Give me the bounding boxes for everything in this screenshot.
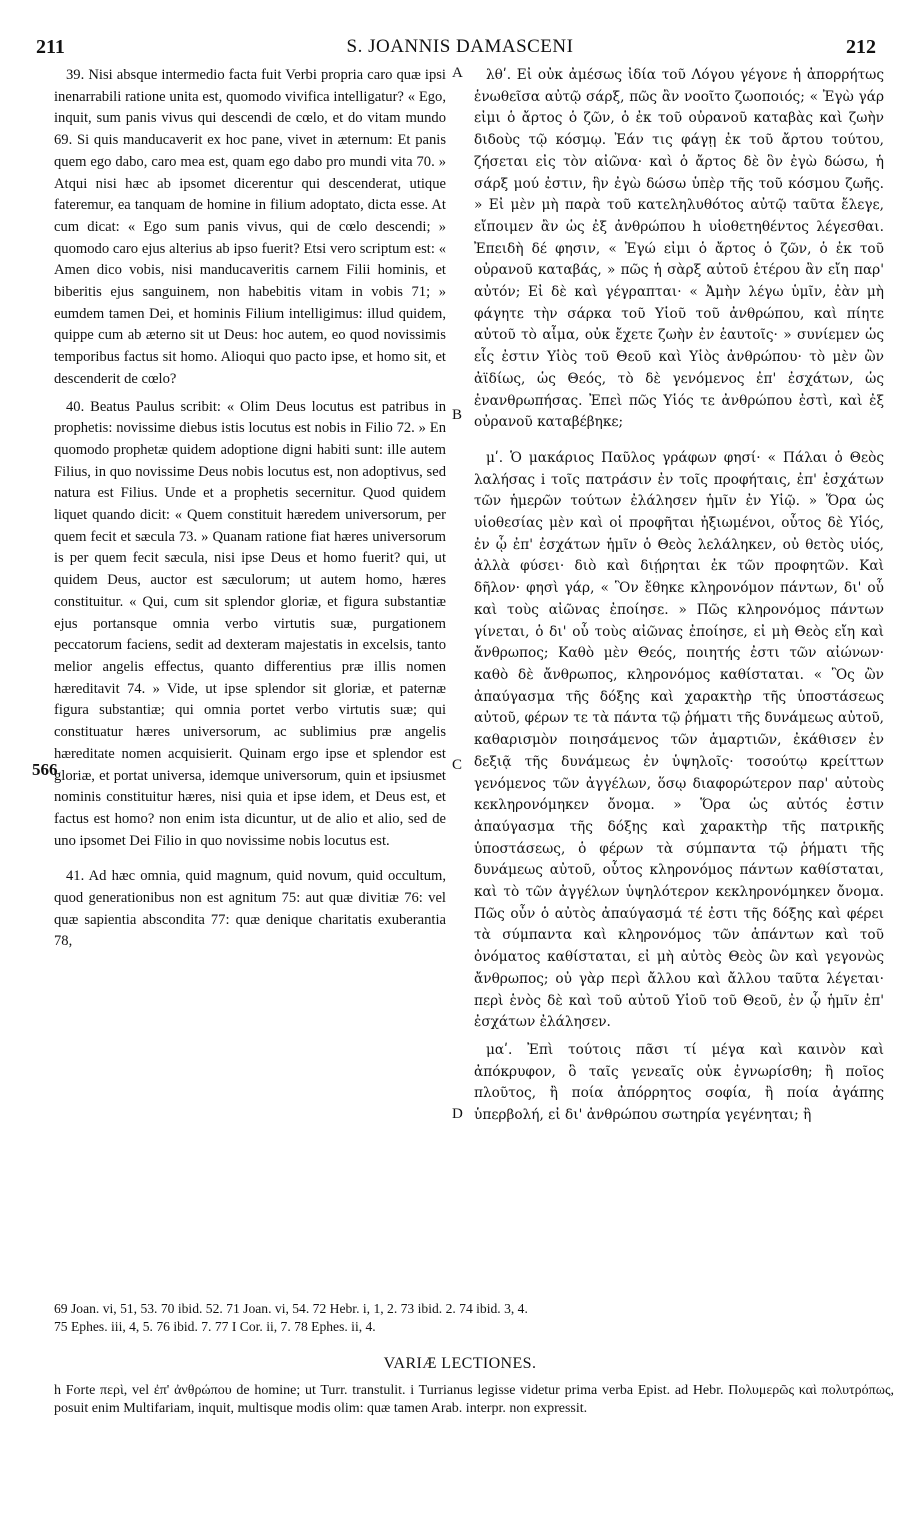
latin-paragraph-41: 41. Ad hæc omnia, quid magnum, quid novum, quid occultum, quod generationibus non est agnitum 75: aut quæ divitiæ 76: vel quæ sapientia abscondita 77: quæ denique charitatis exuberantia 78, (54, 868, 446, 950)
greek-paragraph-41: μαʹ. Ἐπὶ τούτοις πᾶσι τί μέγα καὶ καινὸν καὶ ἀπόκρυφον, ὃ ταῖς γενεαῖς οὐκ ἐγνωρίσθη; ἢ ποῖος πλοῦτος, ἢ ποία ἀπόρρητος σοφία, ἢ ποία ἀγάπης ὑπερβολή, εἰ δι' ἀνθρώπου σωτηρία γεγένηται; ἢ (474, 1041, 884, 1124)
margin-letter-c: C (452, 757, 463, 773)
margin-letter-b: B (452, 407, 463, 423)
running-title: S. JOANNIS DAMASCENI (346, 36, 574, 57)
margin-letter-d: D (452, 1106, 463, 1122)
greek-column (474, 65, 884, 1127)
migne-page-mark: 566 (32, 760, 58, 779)
margin-letter-a: A (452, 65, 463, 81)
footnotes-line-2: 75 Ephes. iii, 4, 5. 76 ibid. 7. 77 I Cor. ii, 7. 78 Ephes. ii, 4. (54, 1319, 376, 1334)
latin-column (54, 65, 446, 953)
latin-paragraph-40: 40. Beatus Paulus scribit: « Olim Deus locutus est patribus in prophetis: novissime diebus istis locutus est nobis in Filio 72. » En quomodo prophetæ quidem adoptione digni habiti sunt: ille autem Filius, in quo novissime Deus nobis locutus est, non adoptivus, sed natura est Filius. Unde et a prophetis secernitur. Quod quidem liquet quando dicit: « Quem constituit hæredem universorum, per quem fecit et sæcula 73. » Quanam ratione fiat hæres universorum is per quem fecit sæcula, nisi ipse Deus et homo fuerit? qui, ut quidem Deus, auctor est sæculorum; ut autem homo, hæres constituitur. « Qui, cum sit splendor gloriæ, et figura substantiæ ejus portansque omnia verbo virtutis suæ, purgationem peccatorum faciens, sedit ad dexteram majestatis in excelsis, tanto melior angelis effectus, quanto differentius præ illis nomen hæreditavit 74. » Vide, ut ipse splendor sit gloriæ, et paternæ figura substantiæ; qui omnia portet verbo virtutis suæ; qui constituatur hæres universorum, ac sublimius præ angelis hæreditate nomen acquisierit. Quinam ergo ipse et splendor est gloriæ, et portat universa, idemque universorum, quin et ipsiusmet nominis constituitur hæres, nisi quia et ipse idem, et Deus est, et factus est homo? non enim ista dicuntur, ut de alio et alio, sed de uno ipsomet Dei Filio in quo novissime nobis locutus est. (54, 398, 446, 849)
variae-lectiones-notes (54, 1382, 894, 1418)
latin-paragraph-39: 39. Nisi absque intermedio facta fuit Verbi propria caro quæ ipsi inenarrabili ratione unita est, quomodo vivifica intelligatur? « Ego, inquit, sum panis vivus qui descendi de cœlo, et do vitam mundo 69. Si quis manducaverit ex hoc pane, vivet in æternum: Et panis quem ego dabo, caro mea est, quam ego dabo pro mundi vita 70. » Atqui nisi hæc ab ipsomet dicerentur qui descenderat, utique fateremur, ea tanquam de homine in filium adoptato, dicta esse. At cum dicat: « Ego sum panis vivus, qui de cœlo descendi; » quomodo caro ejus alterius ab ipso fuerit? Etsi vero scriptum est: « Amen dico vobis, nisi manducaveritis carnem Filii hominis, et biberitis ejus sanguinem, non habebitis vitam in vobis 71; » eumdem tamen Dei, et hominis Filium intelligimus: illud quidem, quippe cum ab æterno sit ut Deus: hoc autem, eo quod novissimis temporibus factus sit homo. Alioqui quo pacto ipse, et homo sit, et descenderit de cœlo? (54, 67, 446, 387)
running-header (0, 36, 920, 66)
variae-lectiones-text: h Forte περὶ, vel ἐπ' ἀνθρώπου de homine; ut Turr. transtulit. i Turrianus legisse videtur prima verba Epist. ad Hebr. Πολυμερῶς καὶ πολυτρόπως, posuit enim Multifariam, inquit, multisque modis olim: quæ tamen Arab. interpr. non expressit. (54, 1383, 894, 1416)
greek-paragraph-39: λθʹ. Εἰ οὐκ ἀμέσως ἰδία τοῦ Λόγου γέγονε ἡ ἀπορρήτως ἑνωθεῖσα αὐτῷ σάρξ, πῶς ἂν νοοῖτο ζωοποιός; « Ἐγὼ γάρ εἰμι ὁ ἄρτος ὁ ζῶν, ὁ ἐκ τοῦ οὐρανοῦ καταβὰς καὶ ζωὴν διδοὺς τῷ κόσμῳ. Ἐάν τις φάγῃ ἐκ τοῦ ἄρτου τούτου, ζήσεται εἰς τὸν αἰῶνα· καὶ ὁ ἄρτος δὲ ὃν ἐγὼ δώσω, ἡ σάρξ μού ἐστιν, ἣν ἐγὼ δώσω ὑπὲρ τῆς τοῦ κόσμου ζωῆς. » Εἰ μὲν μὴ παρὰ τοῦ κατεληλυθότος αὐτῷ ταῦτα ἔλεγε, εἴποιμεν ἂν ὡς ἐξ ἀνθρώπου h υἱοθετηθέντος λέγεσθαι. Ἐπειδὴ δέ φησιν, « Ἐγώ εἰμι ὁ ἄρτος ὁ ζῶν, ὁ ἐκ τοῦ οὐρανοῦ καταβάς, » πῶς ἡ σὰρξ αὐτοῦ ἑτέρου ἂν εἴη παρ' αὐτόν; Εἰ δὲ καὶ γέγραπται· « Ἀμὴν λέγω ὑμῖν, ἐὰν μὴ φάγητε τὴν σάρκα τοῦ Υἱοῦ τοῦ ἀνθρώπου, καὶ πίητε αὐτοῦ τὸ αἷμα, οὐκ ἔχετε ζωὴν ἐν ἑαυτοῖς· » συνίεμεν ὡς εἷς ἐστιν Υἱὸς τοῦ Θεοῦ καὶ Υἱὸς ἀνθρώπου· τὸ μὲν ὢν ἀϊδίως, ὡς Θεός, τὸ δὲ γενόμενος ἐπ' ἐσχάτων, ὡς ἐνανθρωπήσας. Ἐπεὶ πῶς Υἱός τε ἀνθρώπου ἐστὶ, καὶ ἐξ οὐρανοῦ καταβέβηκε; (474, 67, 884, 431)
greek-paragraph-40: μʹ. Ὁ μακάριος Παῦλος γράφων φησί· « Πάλαι ὁ Θεὸς λαλήσας i τοῖς πατράσιν ἐν τοῖς προφήταις, ἐπ' ἐσχάτων τῶν ἡμερῶν τούτων ἐλάλησεν ἡμῖν ἐν Υἱῷ. » Ὅρα ὡς υἱοθεσίας μὲν καὶ οἱ προφῆται ἠξιωμένοι, οὗτος δὲ Υἱός, ἐν ᾧ ἐπ' ἐσχάτων ἡμῖν ὁ Θεὸς λελάληκεν, οὐ θετὸς υἱός, ἀλλὰ φύσει· διὸ καὶ διῄρηται ἐκ τῶν προφητῶν. Καὶ δῆλον· φησὶ γάρ, « Ὃν ἔθηκε κληρονόμον πάντων, δι' οὗ καὶ τοὺς αἰῶνας ἐποίησε. » Πῶς κληρονόμος πάντων γίνεται, ὁ δι' οὗ τοὺς αἰῶνας ἐποίησε, εἰ μὴ Θεὸς εἴη καὶ ἄνθρωπος; Καθὸ μὲν Θεός, ποιητής ἐστι τῶν αἰώνων· καθὸ δὲ ἄνθρωπος, κληρονόμος καθίσταται. « Ὃς ὢν ἀπαύγασμα τῆς δόξης καὶ χαρακτὴρ τῆς ὑποστάσεως αὐτοῦ, φέρων τε τὰ πάντα τῷ ῥήματι τῆς δυνάμεως αὐτοῦ, καθαρισμὸν ποιησάμενος τῶν ἁμαρτιῶν, ἐκάθισεν ἐν δεξιᾷ τῆς δυνάμεως ἐν ὑψηλοῖς· τοσούτῳ κρείττων γενόμενος τῶν ἀγγέλων, ὅσῳ διαφορώτερον παρ' αὐτοὺς κεκληρονόμηκεν ὄνομα. » Ὅρα ὡς αὐτός ἐστιν ἀπαύγασμα τῆς δόξης καὶ χαρακτὴρ τῆς πατρικῆς ὑποστάσεως, ὁ φέρων τὰ σύμπαντα τῷ ῥήματι τῆς δυνάμεως αὐτοῦ, οὗτος κληρονόμος πάντων καθίσταται, καὶ τὸ τῶν ἀγγέλων ὑψηλότερον κεκληρονόμηκεν ὄνομα. Πῶς οὖν ὁ αὐτὸς ἀπαύγασμά τέ ἐστι τῆς δόξης καὶ φέρει τὰ σύμπαντα καὶ κληρονόμος τῶν ἁπάντων καὶ τοῦ ὀνόματος καθίσταται, εἰ μὴ αὐτὸς Θεὸς ὢν καὶ γεγονὼς ἄνθρωπος; οὐ γὰρ περὶ ἄλλου καὶ ἄλλου ταῦτα λέγεται· περὶ ἑνὸς δὲ καὶ τοῦ αὐτοῦ Υἱοῦ τοῦ Θεοῦ, ἐν ᾧ ἡμῖν ἐπ' ἐσχάτων ἐλάλησεν. (474, 449, 884, 1031)
variae-lectiones-title: VARIÆ LECTIONES. (383, 1355, 537, 1372)
footnotes-line-1: 69 Joan. vi, 51, 53. 70 ibid. 52. 71 Joan. vi, 54. 72 Hebr. i, 1, 2. 73 ibid. 2. 74 ibid. 3, 4. (54, 1301, 528, 1316)
page-number-left: 211 (36, 36, 65, 58)
page-number-right: 212 (846, 36, 876, 58)
